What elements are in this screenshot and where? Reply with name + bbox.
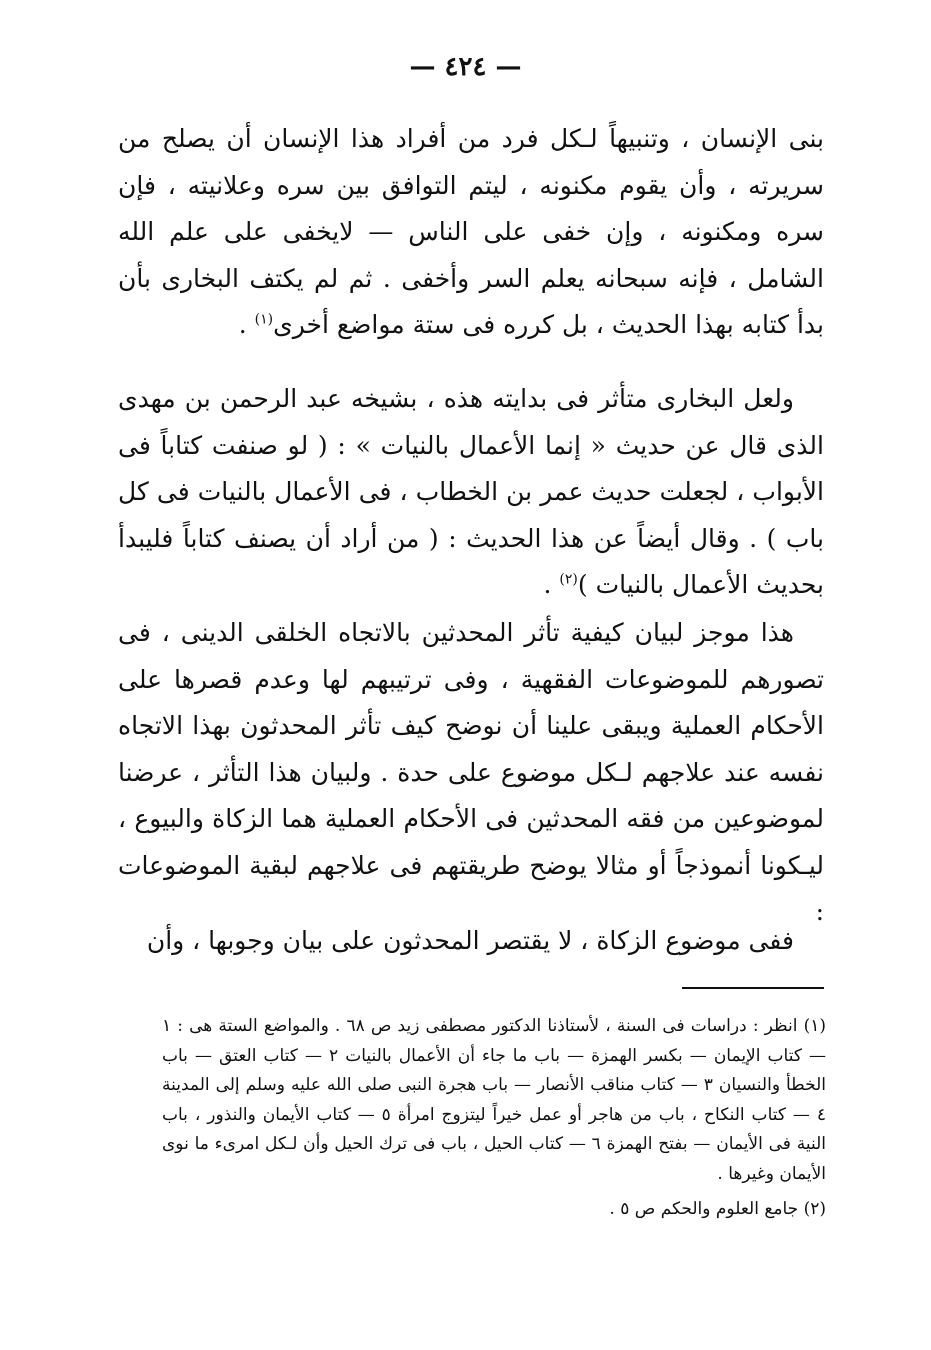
paragraph-1	[118, 116, 824, 349]
footnotes	[162, 1012, 826, 1225]
footnote-ref: (٢)	[559, 571, 578, 588]
paragraph-text: ولعل البخارى متأثر فى بدايته هذه ، بشيخه عبد الرحمن بن مهدى الذى قال عن حديث « إنما الأعمال بالنيات » : ( لو صنفت كتاباً فى الأبواب ، لجعلت حديث عمر بن الخطاب ، فى الأعمال بالنيات فى كل باب ) . وقال أيضاً عن هذا الحديث : ( من أراد أن يصنف كتاباً فليبدأ بحديث الأعمال بالنيات )	[118, 384, 824, 599]
paragraph-text: هذا موجز لبيان كيفية تأثر المحدثين بالاتجاه الخلقى الدينى ، فى تصورهم للموضوعات الفقهية ، وفى ترتيبهم لها وعدم قصرها على الأحكام العملية ويبقى علينا أن نوضح كيف تأثر المحدثون بهذا الاتجاه نفسه عند علاجهم لـكل موضوع على حدة . ولبيان هذا التأثر ، عرضنا لموضوعين من فقه المحدثين فى الأحكام العملية هما الزكاة والبيوع ، ليـكونا أنموذجاً أو مثالا يوضح طريقتهم فى علاجهم لبقية الموضوعات :	[118, 618, 824, 926]
page-number: — ٤٢٤ —	[409, 52, 522, 82]
footnote-1: (١) انظر : دراسات فى السنة ، لأستاذنا الدكتور مصطفى زيد ص ٦٨ . والمواضع الستة هى : ١ — كتاب الإيمان — بكسر الهمزة — باب ما جاء أن الأعمال بالنيات ٢ — كتاب العتق — باب الخطأ والنسيان ٣ — كتاب مناقب الأنصار — باب هجرة النبى صلى الله عليه وسلم إلى المدينة ٤ — كتاب النكاح ، باب من هاجر أو عمل خيراً ليتزوج امرأة ٥ — كتاب الأيمان والنذور ، باب النية فى الأيمان — بفتح الهمزة ٦ — كتاب الحيل ، باب فى ترك الحيل وأن لـكل امرىء ما نوى الأيمان وغيرها .	[162, 1016, 827, 1184]
footnote-divider	[682, 987, 824, 989]
paragraph-3	[118, 610, 824, 936]
paragraph-text: بنى الإنسان ، وتنبيهاً لـكل فرد من أفراد هذا الإنسان أن يصلح من سريرته ، وأن يقوم مكنونه ، ليتم التوافق بين سره وعلانيته ، فإن سره ومكنونه ، وإن خفى على الناس — لايخفى على علم الله الشامل ، فإنه سبحانه يعلم السر وأخفى . ثم لم يكتف البخارى بأن بدأ كتابه بهذا الحديث ، بل كرره فى ستة مواضع أخرى	[118, 124, 824, 339]
paragraph-4	[118, 918, 824, 965]
paragraph-tail: .	[238, 310, 255, 339]
paragraph-2	[118, 376, 824, 609]
footnote-2: (٢) جامع العلوم والحكم ص ٥ .	[609, 1199, 826, 1219]
paragraph-text: ففى موضوع الزكاة ، لا يقتصر المحدثون على بيان وجوبها ، وأن	[146, 926, 794, 955]
footnote-ref: (١)	[254, 311, 274, 328]
paragraph-tail: .	[543, 570, 560, 599]
